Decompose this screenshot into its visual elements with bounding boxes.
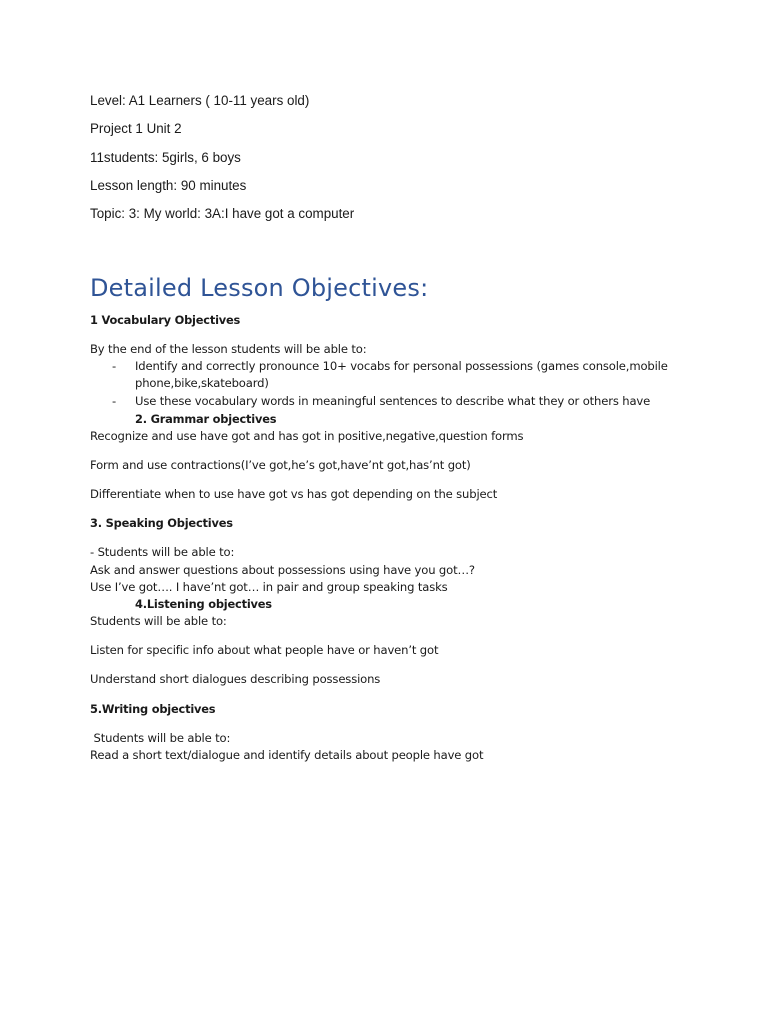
bullet-dash: - xyxy=(112,394,117,408)
grammar-line-2: Form and use contractions(I’ve got,he’s got,have’nt got,has’nt got) xyxy=(90,458,471,472)
vocabulary-intro: By the end of the lesson students will be able to: xyxy=(90,342,367,356)
grammar-heading: 2. Grammar objectives xyxy=(135,412,277,426)
writing-line-1: Students will be able to: xyxy=(90,731,231,745)
topic-line: Topic: 3: My world: 3A:I have got a computer xyxy=(90,206,355,221)
bullet-dash: - xyxy=(112,359,117,373)
speaking-line-1: - Students will be able to: xyxy=(90,545,235,559)
vocabulary-bullet-1-line-2: phone,bike,skateboard) xyxy=(135,376,269,390)
grammar-line-3: Differentiate when to use have got vs has got depending on the subject xyxy=(90,487,498,501)
vocabulary-heading: 1 Vocabulary Objectives xyxy=(90,313,241,327)
grammar-line-1: Recognize and use have got and has got in positive,negative,question forms xyxy=(90,429,524,443)
lesson-length-line: Lesson length: 90 minutes xyxy=(90,178,247,193)
writing-line-2: Read a short text/dialogue and identify details about people have got xyxy=(90,748,484,762)
speaking-line-3: Use I’ve got…. I have’nt got… in pair and group speaking tasks xyxy=(90,580,448,594)
students-line: 11students: 5girls, 6 boys xyxy=(90,150,241,165)
speaking-line-2: Ask and answer questions about possessions using have you got…? xyxy=(90,563,475,577)
listening-line-3: Understand short dialogues describing possessions xyxy=(90,672,381,686)
vocabulary-bullet-1-line-1: Identify and correctly pronounce 10+ vocabs for personal possessions (games console,mobile xyxy=(135,359,668,373)
level-line: Level: A1 Learners ( 10-11 years old) xyxy=(90,93,310,108)
speaking-heading: 3. Speaking Objectives xyxy=(90,516,233,530)
document-title: Detailed Lesson Objectives: xyxy=(90,274,429,302)
listening-heading: 4.Listening objectives xyxy=(135,597,272,611)
project-line: Project 1 Unit 2 xyxy=(90,121,182,136)
listening-line-2: Listen for specific info about what people have or haven’t got xyxy=(90,643,439,657)
listening-line-1: Students will be able to: xyxy=(90,614,227,628)
writing-heading: 5.Writing objectives xyxy=(90,702,216,716)
vocabulary-bullet-2: Use these vocabulary words in meaningful sentences to describe what they or others have xyxy=(135,394,651,408)
